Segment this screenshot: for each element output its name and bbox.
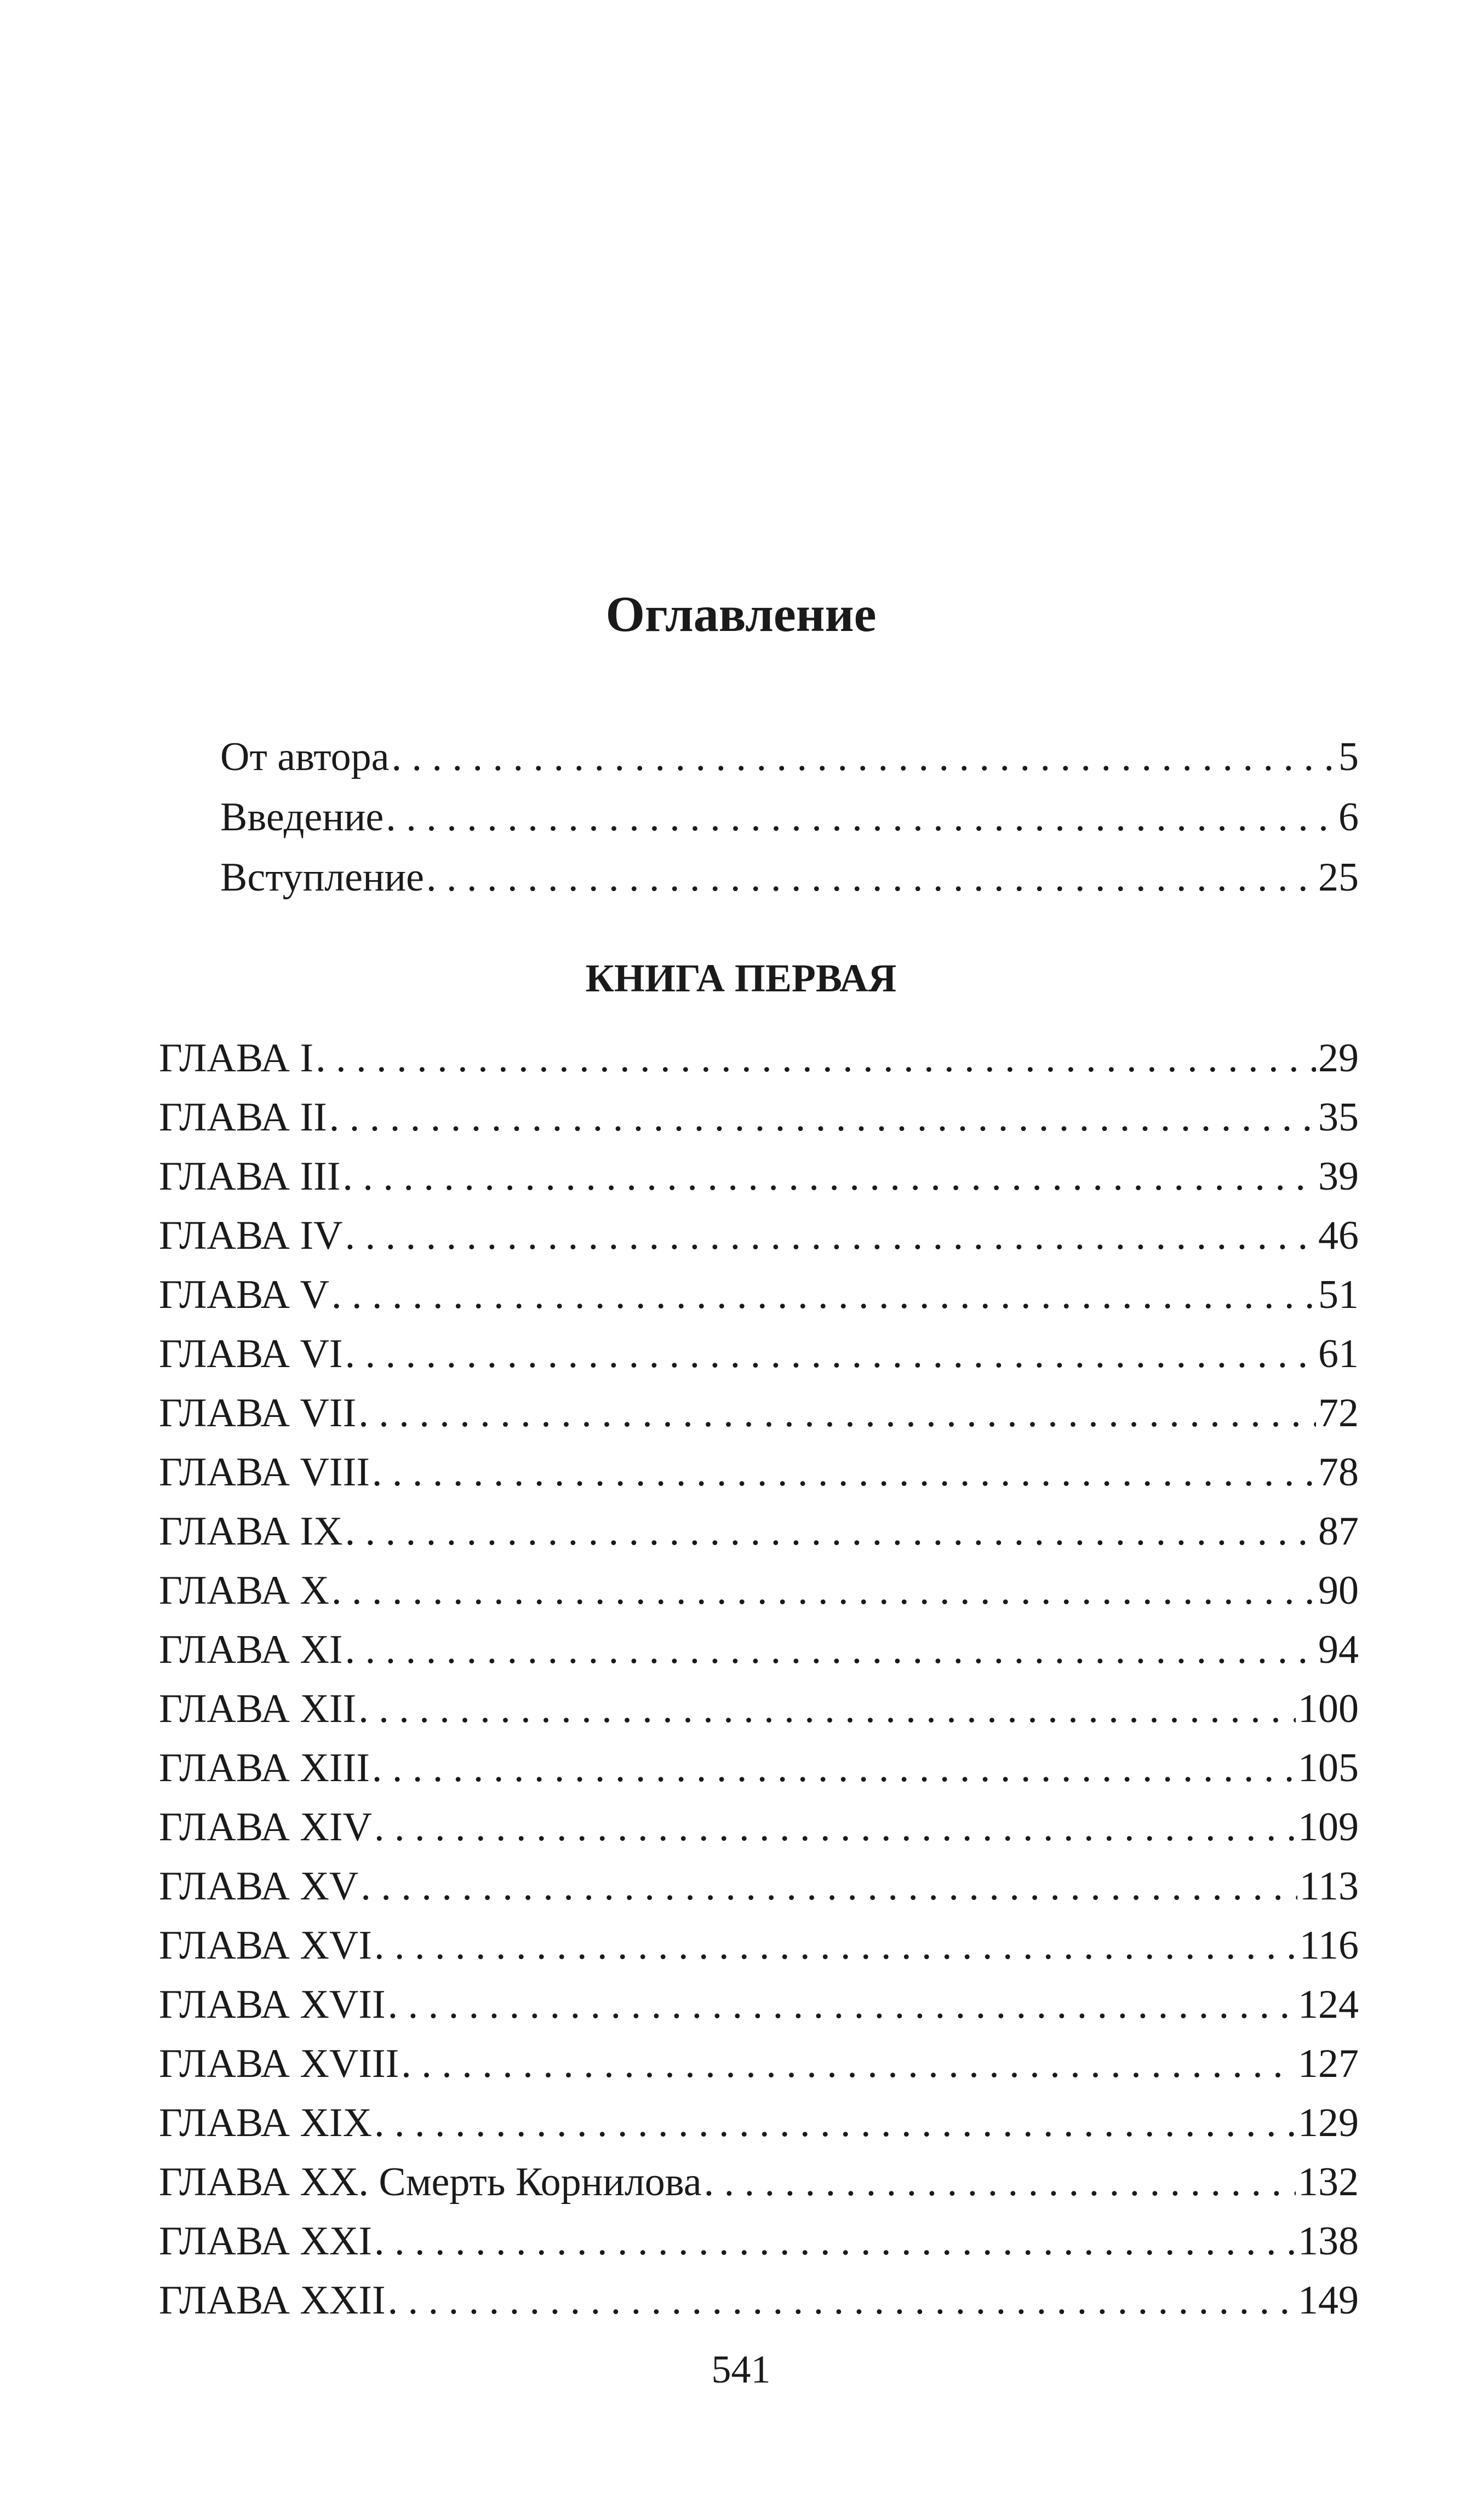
- dot-leader: [345, 1215, 1316, 1256]
- dot-leader: [331, 1275, 1316, 1315]
- dot-leader: [388, 2280, 1296, 2321]
- dot-leader: [401, 2043, 1296, 2084]
- dot-leader: [374, 2103, 1296, 2143]
- dot-leader: [358, 1689, 1296, 1729]
- dot-leader: [386, 797, 1336, 837]
- toc-entry-page: 94: [1318, 1627, 1359, 1672]
- dot-leader: [704, 2162, 1296, 2202]
- toc-entry: [159, 2280, 1359, 2321]
- toc-entry: [159, 1097, 1359, 1138]
- toc-entry: [159, 1805, 1359, 1850]
- toc-entry-page: 129: [1298, 2100, 1359, 2145]
- toc-entry-label: ГЛАВА XX. Смерть Корнилова: [159, 2160, 702, 2205]
- toc-entry-label: ГЛАВА XI: [159, 1627, 343, 1672]
- toc-entry-label: ГЛАВА V: [159, 1272, 329, 1317]
- dot-leader: [331, 1570, 1316, 1611]
- toc-entry-label: ГЛАВА XXII: [159, 2278, 386, 2323]
- toc-entry-label: Вступление: [220, 855, 424, 900]
- toc-entry-page: 6: [1338, 795, 1359, 840]
- toc-entry: [159, 1748, 1359, 1788]
- section-heading: КНИГА ПЕРВАЯ: [585, 956, 897, 1000]
- toc-entry-label: ГЛАВА VIII: [159, 1450, 370, 1495]
- toc-entry-page: 87: [1318, 1509, 1359, 1554]
- toc-entry-label: ГЛАВА XVII: [159, 1982, 386, 2027]
- toc-entry: [220, 857, 1359, 898]
- toc-entry: [159, 1686, 1359, 1731]
- toc-entry: [159, 1452, 1359, 1493]
- dot-leader: [358, 1393, 1316, 1433]
- toc-entry: [159, 2160, 1359, 2205]
- dot-leader: [426, 857, 1316, 898]
- dot-leader: [345, 1511, 1316, 1552]
- toc-entry-page: 51: [1318, 1272, 1359, 1317]
- toc-entry: [159, 1272, 1359, 1317]
- toc-entry: [159, 1215, 1359, 1256]
- dot-leader: [329, 1097, 1316, 1138]
- toc-entry: [159, 2219, 1359, 2264]
- toc-entry-page: 61: [1318, 1331, 1359, 1376]
- toc-entry: [220, 734, 1359, 779]
- toc-entry: [159, 2100, 1359, 2145]
- toc-entry: [159, 1866, 1359, 1907]
- toc-entry-page: 132: [1298, 2160, 1359, 2205]
- toc-entry-label: ГЛАВА I: [159, 1036, 314, 1081]
- toc-entry-label: ГЛАВА VI: [159, 1331, 343, 1376]
- dot-leader: [391, 737, 1336, 777]
- page-title: Оглавление: [605, 586, 877, 642]
- toc-entry: [159, 1036, 1359, 1081]
- toc-entry-page: 116: [1299, 1923, 1359, 1968]
- dot-leader: [361, 1866, 1297, 1907]
- toc-entry-page: 100: [1298, 1686, 1359, 1731]
- dot-leader: [345, 1629, 1316, 1670]
- dot-leader: [372, 1748, 1296, 1788]
- dot-leader: [374, 2221, 1296, 2261]
- toc-entry-label: ГЛАВА XVIII: [159, 2041, 399, 2086]
- toc-entry-label: ГЛАВА XII: [159, 1686, 357, 1731]
- toc-entry-page: 39: [1318, 1154, 1359, 1199]
- toc-entry-label: ГЛАВА XIII: [159, 1746, 370, 1790]
- toc-entry-page: 78: [1318, 1450, 1359, 1495]
- toc-entry: [159, 1331, 1359, 1376]
- toc-entry-page: 46: [1318, 1213, 1359, 1258]
- toc-entry-page: 138: [1298, 2219, 1359, 2264]
- toc-entry: [159, 2043, 1359, 2084]
- toc-entry: [159, 1156, 1359, 1197]
- toc-entry: [159, 1925, 1359, 1966]
- toc-entry-label: Введение: [220, 795, 384, 840]
- toc-entry-page: 35: [1318, 1095, 1359, 1140]
- toc-entry: [159, 1984, 1359, 2025]
- toc-entry-page: 124: [1298, 1982, 1359, 2027]
- page-number: 541: [711, 2347, 771, 2391]
- toc-entry-label: ГЛАВА IX: [159, 1509, 343, 1554]
- dot-leader: [345, 1334, 1316, 1374]
- toc-entry-label: ГЛАВА IV: [159, 1213, 343, 1258]
- toc-entry-page: 113: [1299, 1864, 1359, 1909]
- toc-entry-label: ГЛАВА II: [159, 1095, 327, 1140]
- toc-entry-page: 105: [1298, 1746, 1359, 1790]
- toc-entry-label: ГЛАВА XVI: [159, 1923, 373, 1968]
- dot-leader: [374, 1925, 1297, 1966]
- toc-entry-label: ГЛАВА XV: [159, 1864, 359, 1909]
- toc-entry-page: 29: [1318, 1036, 1359, 1081]
- toc-entry-page: 149: [1298, 2278, 1359, 2323]
- toc-entry-label: ГЛАВА XIV: [159, 1805, 373, 1850]
- toc-entry: [159, 1511, 1359, 1552]
- dot-leader: [316, 1038, 1316, 1078]
- dot-leader: [388, 1984, 1296, 2025]
- dot-leader: [372, 1452, 1316, 1493]
- toc-entry-page: 25: [1318, 855, 1359, 900]
- toc-entry: [159, 1570, 1359, 1611]
- toc-entry-label: От автора: [220, 734, 390, 779]
- toc-entry-page: 5: [1338, 734, 1359, 779]
- toc-entry-page: 127: [1298, 2041, 1359, 2086]
- toc-entry: [159, 1391, 1359, 1436]
- toc-entry: [159, 1629, 1359, 1670]
- toc-entry-label: ГЛАВА III: [159, 1154, 341, 1199]
- dot-leader: [374, 1807, 1296, 1847]
- toc-entry-label: ГЛАВА XIX: [159, 2100, 373, 2145]
- toc-entry-label: ГЛАВА X: [159, 1568, 329, 1613]
- toc-entry-page: 90: [1318, 1568, 1359, 1613]
- dot-leader: [342, 1156, 1316, 1197]
- toc-entry-page: 109: [1298, 1805, 1359, 1850]
- toc-entry-label: ГЛАВА XXI: [159, 2219, 373, 2264]
- toc-entry: [220, 795, 1359, 840]
- toc-entry-page: 72: [1318, 1391, 1359, 1436]
- toc-entry-label: ГЛАВА VII: [159, 1391, 357, 1436]
